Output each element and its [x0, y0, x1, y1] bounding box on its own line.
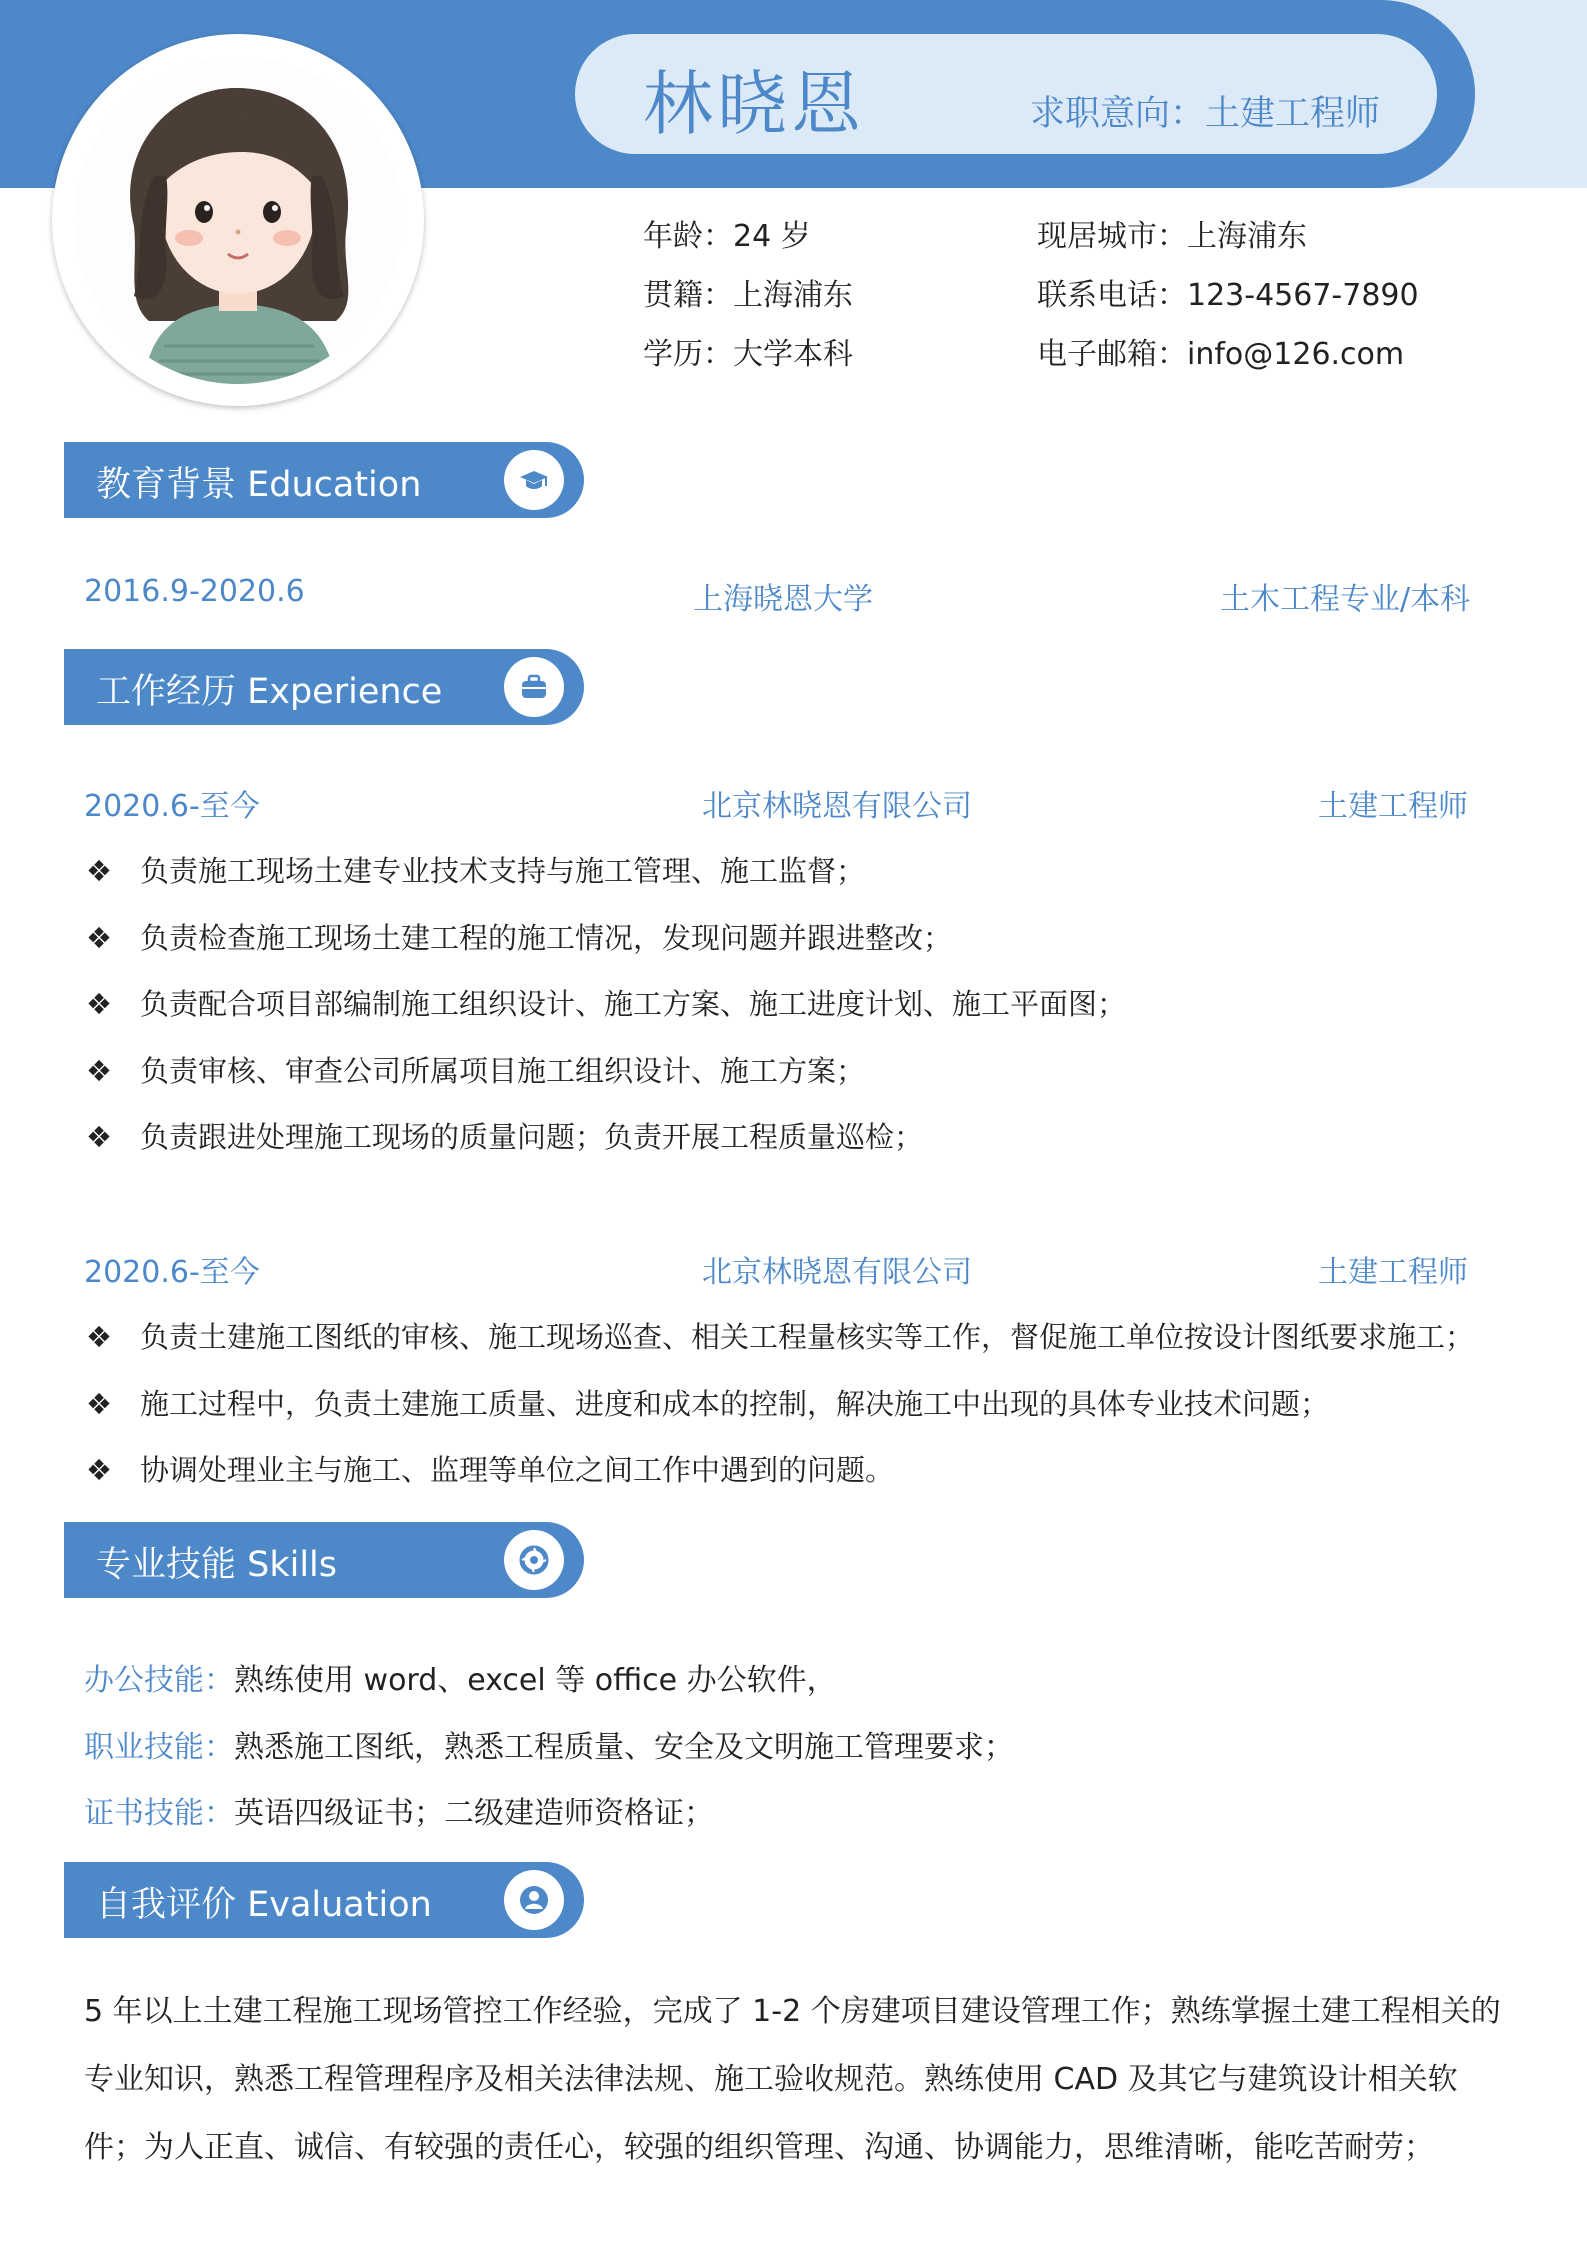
edu-period: 2016.9-2020.6: [84, 574, 305, 609]
info-age: 年龄：24 岁: [643, 219, 811, 254]
info-city: 现居城市：上海浦东: [1037, 219, 1307, 254]
section-title-skills: 专业技能 Skills: [96, 1545, 338, 1585]
job1-title: 土建工程师: [1318, 789, 1468, 824]
section-title-experience: 工作经历 Experience: [96, 672, 443, 712]
candidate-name: 林晓恩: [643, 63, 865, 145]
section-header-skills: [64, 1522, 584, 1598]
section-header-experience: [64, 649, 584, 725]
graduation-cap-icon: [504, 450, 564, 510]
job2-title: 土建工程师: [1318, 1255, 1468, 1290]
bullet-diamond-icon: ❖: [86, 1120, 112, 1154]
section-header-evaluation: [64, 1862, 584, 1938]
edu-school: 上海晓恩大学: [693, 582, 873, 617]
skill-row: [84, 1722, 1014, 1766]
bullet-diamond-icon: ❖: [86, 1320, 112, 1354]
bullet-diamond-icon: ❖: [86, 1387, 112, 1421]
section-title-education: 教育背景 Education: [96, 465, 422, 505]
job1-period: 2020.6-至今: [84, 789, 260, 824]
skill-text: 英语四级证书；二级建造师资格证；: [234, 1796, 714, 1831]
avatar-illustration: [74, 56, 402, 384]
bullet-diamond-icon: ❖: [86, 987, 112, 1021]
job2-bullet: ❖ 施工过程中，负责土建施工质量、进度和成本的控制，解决施工中出现的具体专业技术问题；: [86, 1387, 1330, 1421]
edu-major: 土木工程专业/本科: [1220, 582, 1471, 617]
job1-bullet: ❖ 负责检查施工现场土建工程的施工情况，发现问题并跟进整改；: [86, 921, 953, 955]
skill-row: [84, 1655, 837, 1699]
section-title-evaluation: 自我评价 Evaluation: [96, 1885, 432, 1925]
info-hometown: 贯籍：上海浦东: [643, 278, 853, 313]
skill-row: [84, 1788, 714, 1832]
job2-period: 2020.6-至今: [84, 1255, 260, 1290]
bullet-diamond-icon: ❖: [86, 1453, 112, 1487]
bullet-diamond-icon: ❖: [86, 921, 112, 955]
avatar: [74, 56, 402, 384]
skill-label: 办公技能：: [84, 1663, 234, 1698]
section-header-education: [64, 442, 584, 518]
aperture-icon: [504, 1530, 564, 1590]
skill-text: 熟练使用 word、excel 等 office 办公软件，: [234, 1663, 837, 1698]
skill-label: 职业技能：: [84, 1730, 234, 1765]
skill-text: 熟悉施工图纸，熟悉工程质量、安全及文明施工管理要求；: [234, 1730, 1014, 1765]
bullet-diamond-icon: ❖: [86, 1054, 112, 1088]
job1-bullet: ❖ 负责审核、审查公司所属项目施工组织设计、施工方案；: [86, 1054, 866, 1088]
briefcase-icon: [504, 657, 564, 717]
user-icon: [504, 1870, 564, 1930]
info-education: 学历：大学本科: [643, 337, 853, 372]
job1-bullet: ❖ 负责跟进处理施工现场的质量问题；负责开展工程质量巡检；: [86, 1120, 924, 1154]
job1-bullet: ❖ 负责施工现场土建专业技术支持与施工管理、施工监督；: [86, 854, 866, 888]
job1-bullet: ❖ 负责配合项目部编制施工组织设计、施工方案、施工进度计划、施工平面图；: [86, 987, 1127, 1021]
info-phone: 联系电话：123-4567-7890: [1037, 278, 1419, 313]
job2-bullet: ❖ 负责土建施工图纸的审核、施工现场巡查、相关工程量核实等工作，督促施工单位按设计图纸要求施工；: [86, 1320, 1475, 1354]
job2-company: 北京林晓恩有限公司: [702, 1255, 972, 1290]
skill-label: 证书技能：: [84, 1796, 234, 1831]
info-email: 电子邮箱：info@126.com: [1037, 337, 1405, 372]
job1-company: 北京林晓恩有限公司: [702, 789, 972, 824]
job-intent: 求职意向：土建工程师: [1030, 94, 1381, 134]
bullet-diamond-icon: ❖: [86, 854, 112, 888]
self-evaluation: 5 年以上土建工程施工现场管控工作经验，完成了 1-2 个房建项目建设管理工作；熟练掌握土建工程相关的专业知识，熟悉工程管理程序及相关法律法规、施工验收规范。熟练使用 CAD 及其它与建筑设计相关软件；为人正直、诚信、有较强的责任心，较强的组织管理、沟通、协调能力，思维清晰，能吃苦耐劳；: [84, 1994, 1501, 2165]
job2-bullet: ❖ 协调处理业主与施工、监理等单位之间工作中遇到的问题。: [86, 1453, 895, 1487]
